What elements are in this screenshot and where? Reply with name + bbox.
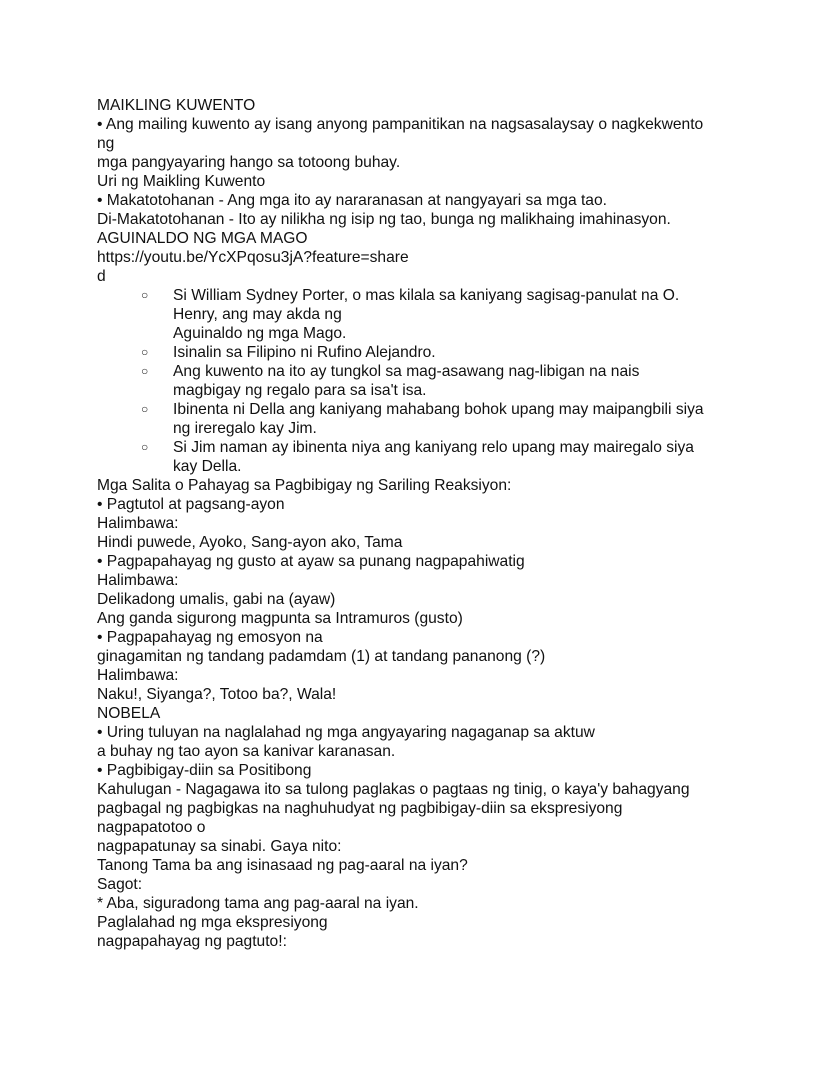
text-line: Delikadong umalis, gabi na (ayaw) <box>97 591 336 608</box>
document-page <box>97 96 747 951</box>
text-line: a buhay ng tao ayon sa kanivar karanasan. <box>97 743 396 760</box>
text-line: • Uring tuluyan na naglalahad ng mga angyayaring nagaganap sa aktuw <box>97 724 595 741</box>
text-line: Paglalahad ng mga ekspresiyong <box>97 914 328 931</box>
text-line: Ang ganda sigurong magpunta sa Intramuros (gusto) <box>97 610 463 627</box>
video-link[interactable]: https://youtu.be/YcXPqosu3jA?feature=share <box>97 249 409 266</box>
text-line: pagbagal ng pagbigkas na naghuhudyat ng pagbibigay-diin sa ekspresiyong <box>97 800 623 817</box>
text-line: Halimbawa: <box>97 572 179 589</box>
hollow-circle-bullet-icon: ○ <box>141 440 149 454</box>
hollow-circle-bullet-icon: ○ <box>141 288 149 302</box>
text-line: Di-Makatotohanan - Ito ay nilikha ng isip ng tao, bunga ng malikhaing imahinasyon. <box>97 211 671 228</box>
list-item-text: Si Jim naman ay ibinenta niya ang kaniyang relo upang may mairegalo siya <box>173 439 694 456</box>
text-line: d <box>97 268 106 285</box>
text-line: • Makatotohanan - Ang mga ito ay nararanasan at nangyayari sa mga tao. <box>97 192 607 209</box>
document-reactions-section <box>97 476 747 951</box>
text-line: Halimbawa: <box>97 515 179 532</box>
text-line: • Pagbibigay-diin sa Positibong <box>97 762 312 779</box>
text-line: ng <box>97 135 115 152</box>
list-item-text: Ibinenta ni Della ang kaniyang mahabang bohok upang may maipangbili siya <box>173 401 704 418</box>
list-item-text: kay Della. <box>173 458 242 475</box>
text-line: nagpapahayag ng pagtuto!: <box>97 933 287 950</box>
list-item <box>97 362 747 400</box>
section-heading: NOBELA <box>97 705 161 722</box>
section-heading: MAIKLING KUWENTO <box>97 97 256 114</box>
list-item-text: Si William Sydney Porter, o mas kilala sa kaniyang sagisag-panulat na O. <box>173 287 680 304</box>
text-line: Sagot: <box>97 876 143 893</box>
list-item-text: Isinalin sa Filipino ni Rufino Alejandro. <box>173 344 436 361</box>
hollow-circle-bullet-icon: ○ <box>141 402 149 416</box>
text-line: • Ang mailing kuwento ay isang anyong pampanitikan na nagsasalaysay o nagkekwento <box>97 116 704 133</box>
list-item <box>97 400 747 438</box>
hollow-circle-bullet-icon: ○ <box>141 364 149 378</box>
text-line: nagpapatotoo o <box>97 819 206 836</box>
text-line: nagpapatunay sa sinabi. Gaya nito: <box>97 838 342 855</box>
document-intro-section <box>97 96 747 286</box>
text-line: mga pangyayaring hango sa totoong buhay. <box>97 154 401 171</box>
text-line: Naku!, Siyanga?, Totoo ba?, Wala! <box>97 686 337 703</box>
section-heading: AGUINALDO NG MGA MAGO <box>97 230 308 247</box>
text-line: • Pagtutol at pagsang-ayon <box>97 496 285 513</box>
list-item <box>97 438 747 476</box>
text-line: Hindi puwede, Ayoko, Sang-ayon ako, Tama <box>97 534 403 551</box>
list-item-text: ng ireregalo kay Jim. <box>173 420 317 437</box>
list-item <box>97 343 747 362</box>
text-line: ginagamitan ng tandang padamdam (1) at tandang pananong (?) <box>97 648 546 665</box>
text-line: • Pagpapahayag ng emosyon na <box>97 629 323 646</box>
hollow-circle-bullet-icon: ○ <box>141 345 149 359</box>
list-item-text: Aguinaldo ng mga Mago. <box>173 325 347 342</box>
story-facts-list <box>97 286 747 476</box>
text-line: Kahulugan - Nagagawa ito sa tulong paglakas o pagtaas ng tinig, o kaya'y bahagyang <box>97 781 690 798</box>
list-item-text: Henry, ang may akda ng <box>173 306 342 323</box>
text-line: • Pagpapahayag ng gusto at ayaw sa punang nagpapahiwatig <box>97 553 525 570</box>
text-line: Uri ng Maikling Kuwento <box>97 173 266 190</box>
list-item-text: Ang kuwento na ito ay tungkol sa mag-asawang nag-libigan na nais <box>173 363 640 380</box>
text-line: Mga Salita o Pahayag sa Pagbibigay ng Sariling Reaksiyon: <box>97 477 512 494</box>
text-line: Tanong Tama ba ang isinasaad ng pag-aaral na iyan? <box>97 857 468 874</box>
text-line: * Aba, siguradong tama ang pag-aaral na iyan. <box>97 895 419 912</box>
list-item-text: magbigay ng regalo para sa isa't isa. <box>173 382 427 399</box>
list-item <box>97 286 747 343</box>
text-line: Halimbawa: <box>97 667 179 684</box>
